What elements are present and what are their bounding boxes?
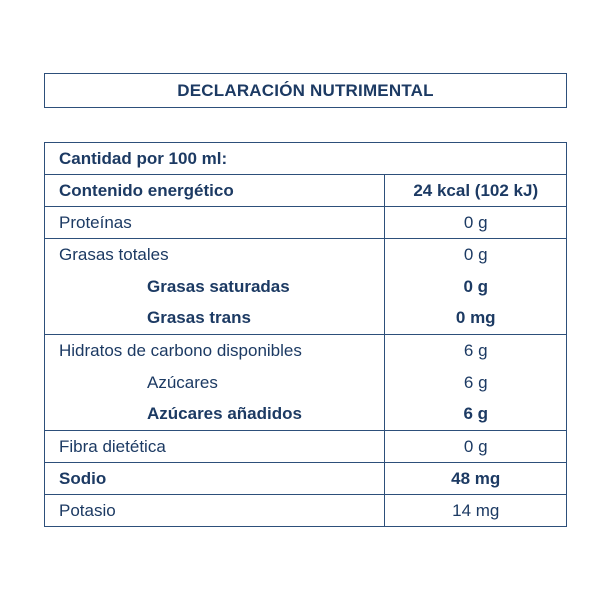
row-saturated-fat	[45, 271, 567, 303]
fiber-value: 0 g	[385, 431, 567, 463]
row-proteins	[45, 207, 567, 239]
nutrition-title	[44, 73, 567, 108]
saturated-fat-label: Grasas saturadas	[147, 276, 290, 296]
proteins-label: Proteínas	[45, 207, 385, 239]
total-fat-value: 0 g	[385, 239, 567, 271]
carbohydrates-value: 6 g	[385, 335, 567, 367]
row-potassium	[45, 495, 567, 527]
row-trans-fat	[45, 303, 567, 335]
added-sugars-label: Azúcares añadidos	[147, 404, 302, 424]
potassium-value: 14 mg	[385, 495, 567, 527]
trans-fat-value: 0 mg	[385, 303, 567, 335]
energy-label: Contenido energético	[45, 175, 385, 207]
energy-value: 24 kcal (102 kJ)	[385, 175, 567, 207]
saturated-fat-value: 0 g	[385, 271, 567, 303]
serving-size-label: Cantidad por 100 ml:	[59, 148, 228, 168]
sodium-value: 48 mg	[385, 463, 567, 495]
total-fat-label: Grasas totales	[45, 239, 385, 271]
row-fiber	[45, 431, 567, 463]
sugars-value: 6 g	[385, 367, 567, 399]
row-total-fat	[45, 239, 567, 271]
nutrition-table	[44, 142, 567, 527]
sugars-label: Azúcares	[147, 372, 218, 392]
sodium-label: Sodio	[45, 463, 385, 495]
added-sugars-value: 6 g	[385, 399, 567, 431]
nutrition-title-text: DECLARACIÓN NUTRIMENTAL	[177, 80, 434, 100]
potassium-label: Potasio	[45, 495, 385, 527]
proteins-value: 0 g	[385, 207, 567, 239]
row-sugars	[45, 367, 567, 399]
row-energy	[45, 175, 567, 207]
trans-fat-label: Grasas trans	[147, 308, 251, 328]
row-carbohydrates	[45, 335, 567, 367]
row-added-sugars	[45, 399, 567, 431]
fiber-label: Fibra dietética	[45, 431, 385, 463]
table-header-row	[45, 143, 567, 175]
carbohydrates-label: Hidratos de carbono disponibles	[45, 335, 385, 367]
row-sodium	[45, 463, 567, 495]
